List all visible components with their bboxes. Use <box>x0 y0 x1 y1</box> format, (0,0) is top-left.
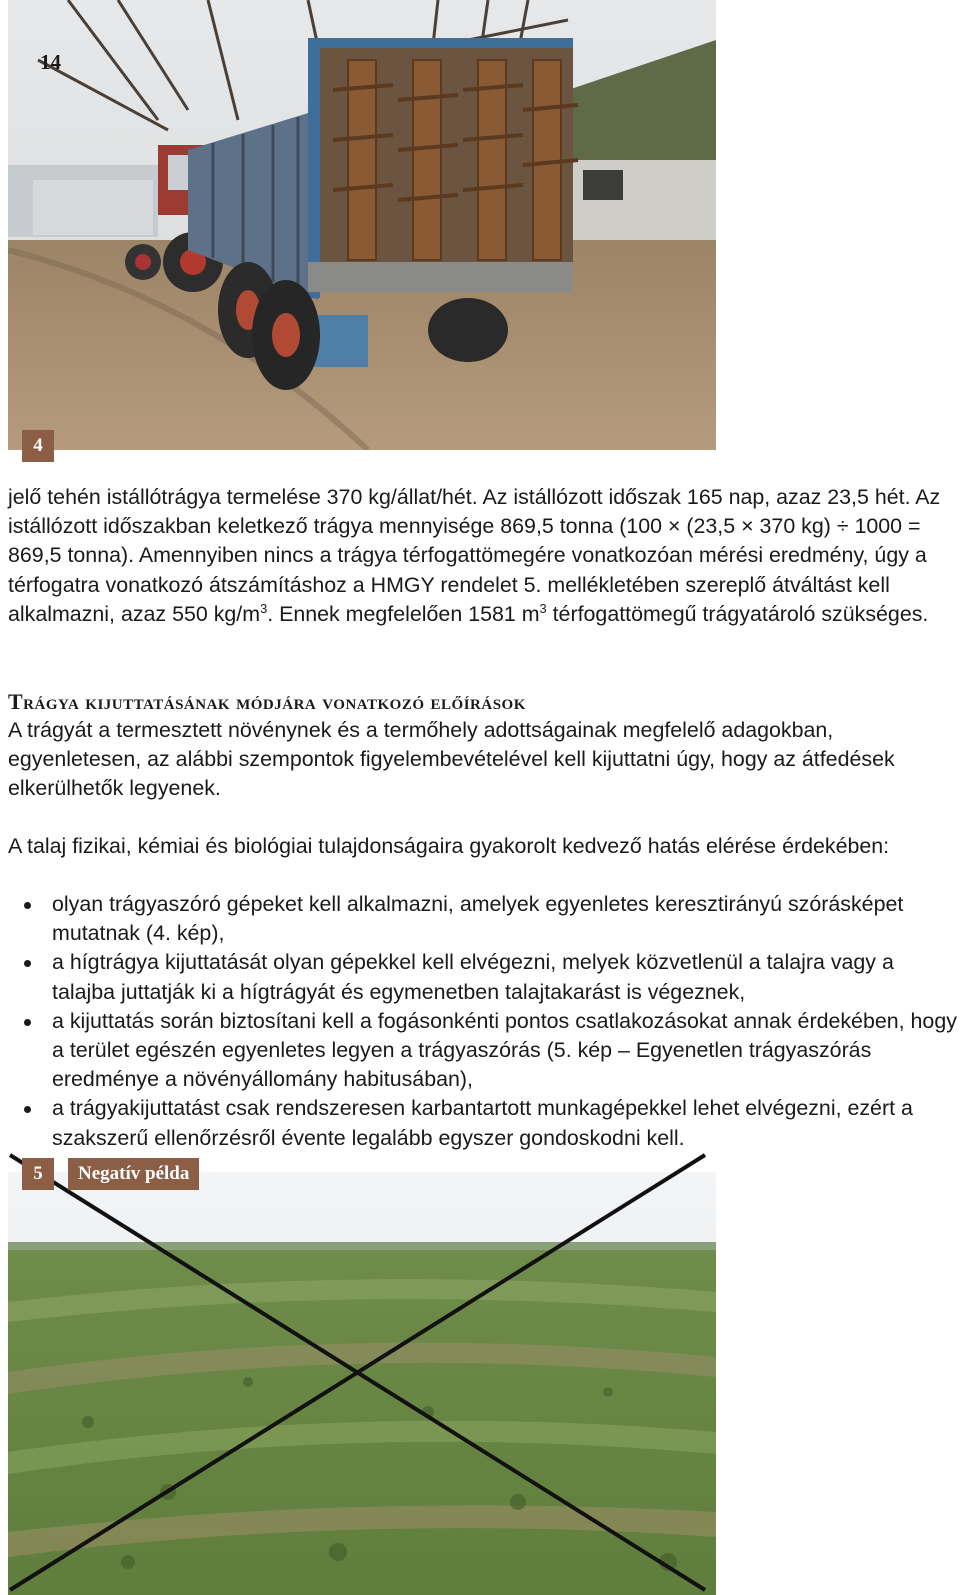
list-item-text: a kijuttatás során biztosítani kell a fogásonkénti pontos csatlakozásokat annak érdekében, hogy a terület egészén egyenletes legyen a trágyaszórás (5. kép – Egyenetlen trágyaszórás eredménye a növényállomány habitusában), <box>52 1008 957 1092</box>
page-number: 14 <box>40 50 61 74</box>
photo-4-badge: 4 <box>22 430 54 462</box>
photo-5-badge: 5 <box>22 1158 54 1190</box>
soil-paragraph: A talaj fizikai, kémiai és biológiai tulajdonságaira gyakorolt kedvező hatás elérése érdekében: <box>8 834 890 858</box>
superscript-cubic: 3 <box>260 600 268 616</box>
list-item <box>8 1007 960 1095</box>
requirements-list <box>8 890 960 1153</box>
manure-spreader-photo <box>8 0 716 450</box>
intro-paragraph <box>8 483 960 629</box>
intro-text-2: . Ennek megfelelően 1581 m <box>267 601 540 626</box>
cross-out-mark <box>0 1150 720 1595</box>
manure-spreader-illustration <box>8 0 716 450</box>
section-paragraph: A trágyát a termesztett növénynek és a termőhely adottságainak megfelelő adagokban, egyenletesen, az alábbi szempontok figyelembevételével kell kijuttatni úgy, hogy az átfedések elkerülhetők legyenek. <box>8 718 895 801</box>
intro-text: jelő tehén istállótrágya termelése 370 kg/állat/hét. Az istállózott időszak 165 nap, azaz 23,5 hét. Az istállózott időszakban keletkező trágya mennyisége 869,5 tonna (100 × (23,5 × 370 kg) ÷ 1000 = 869,5 tonna). Amennyiben nincs a trágya térfogattömegére vonatkozóan mérési eredmény, úgy a térfogatra vonatkozó átszámításhoz a HMGY rendelet 5. mellékletében szereplő átváltást kell alkalmazni, azaz 550 kg/m <box>8 485 941 626</box>
bullet-icon <box>24 1106 31 1113</box>
list-item-text: a trágyakijuttatást csak rendszeresen karbantartott munkagépekkel lehet elvégezni, ezért a szakszerű ellenőrzésről évente legalább egyszer gondoskodni kell. <box>52 1096 913 1150</box>
list-item <box>8 948 960 1006</box>
list-item-text: a hígtrágya kijuttatását olyan gépekkel kell elvégezni, melyek közvetlenül a talajra vagy a talajba juttatják ki a hígtrágyát és egymenetben talajtakarást is végeznek, <box>52 950 894 1004</box>
superscript-cubic-2: 3 <box>539 600 547 616</box>
list-item <box>8 1094 960 1152</box>
list-item-text: olyan trágyaszóró gépeket kell alkalmazni, amelyek egyenletes keresztirányú szórásképet mutatnak (4. kép), <box>52 892 904 946</box>
section-heading: Trágya kijuttatásának módjára vonatkozó előírások <box>8 689 526 714</box>
list-item <box>8 890 960 948</box>
bullet-icon <box>24 960 31 967</box>
bullet-icon <box>24 902 31 909</box>
bullet-icon <box>24 1019 31 1026</box>
intro-text-3: térfogattömegű trágyatároló szükséges. <box>546 601 929 626</box>
negative-example-label: Negatív példa <box>68 1158 199 1190</box>
